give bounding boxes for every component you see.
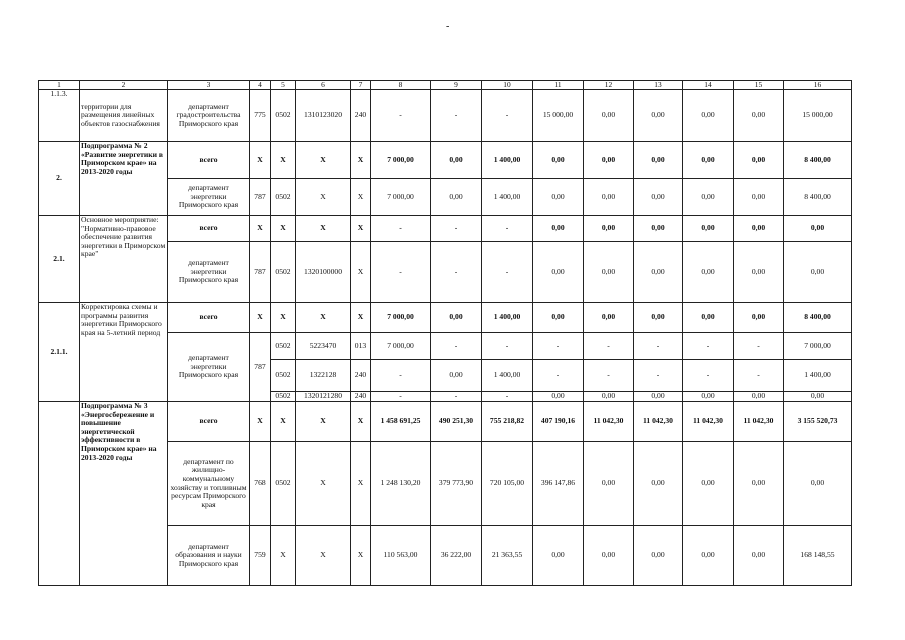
row-name: территории для размещения линейных объектов газоснабжения bbox=[80, 90, 168, 142]
cell: 0,00 bbox=[584, 90, 634, 142]
cell: X bbox=[296, 142, 351, 179]
cell: 0,00 bbox=[683, 216, 734, 242]
cell: 0,00 bbox=[584, 242, 634, 303]
col-header: 12 bbox=[584, 81, 634, 90]
col-header: 6 bbox=[296, 81, 351, 90]
cell: 0,00 bbox=[533, 526, 584, 586]
cell: 0,00 bbox=[734, 179, 784, 216]
cell: 0,00 bbox=[634, 303, 683, 333]
cell: 0,00 bbox=[431, 179, 482, 216]
executor: департамент энергетики Приморского края bbox=[168, 179, 250, 216]
row-number: 2. bbox=[39, 142, 80, 216]
col-header: 5 bbox=[271, 81, 296, 90]
cell: 36 222,00 bbox=[431, 526, 482, 586]
row-number: 2.1.1. bbox=[39, 303, 80, 402]
table-row bbox=[39, 142, 852, 179]
cell: 407 190,16 bbox=[533, 402, 584, 442]
cell: - bbox=[482, 392, 533, 402]
cell: 0,00 bbox=[584, 442, 634, 526]
cell: 0,00 bbox=[683, 179, 734, 216]
col-header: 15 bbox=[734, 81, 784, 90]
col-header: 1 bbox=[39, 81, 80, 90]
cell: 240 bbox=[351, 90, 371, 142]
cell: 0,00 bbox=[734, 303, 784, 333]
cell: X bbox=[351, 142, 371, 179]
cell: 0,00 bbox=[734, 526, 784, 586]
col-header: 9 bbox=[431, 81, 482, 90]
cell: 1 400,00 bbox=[482, 303, 533, 333]
row-number bbox=[39, 402, 80, 586]
cell: 1 248 130,20 bbox=[371, 442, 431, 526]
cell: 787 bbox=[250, 179, 271, 216]
cell: 11 042,30 bbox=[734, 402, 784, 442]
col-header: 7 bbox=[351, 81, 371, 90]
cell: - bbox=[482, 242, 533, 303]
cell: 11 042,30 bbox=[584, 402, 634, 442]
cell: 0,00 bbox=[431, 360, 482, 392]
executor: департамент по жилищно-коммунальному хозяйству и топливным ресурсам Приморского края bbox=[168, 442, 250, 526]
cell: 787 bbox=[250, 333, 271, 402]
cell: - bbox=[431, 392, 482, 402]
cell: - bbox=[683, 333, 734, 360]
cell: - bbox=[482, 333, 533, 360]
cell: - bbox=[482, 90, 533, 142]
cell: - bbox=[482, 216, 533, 242]
col-header: 10 bbox=[482, 81, 533, 90]
cell: 0,00 bbox=[784, 216, 852, 242]
total-label: всего bbox=[168, 142, 250, 179]
cell: X bbox=[296, 216, 351, 242]
cell: 759 bbox=[250, 526, 271, 586]
cell: 1 400,00 bbox=[482, 142, 533, 179]
cell: X bbox=[250, 216, 271, 242]
cell: 1 458 691,25 bbox=[371, 402, 431, 442]
table-row bbox=[39, 402, 852, 442]
col-header: 16 bbox=[784, 81, 852, 90]
col-header: 14 bbox=[683, 81, 734, 90]
cell: - bbox=[634, 333, 683, 360]
cell: X bbox=[250, 402, 271, 442]
cell: - bbox=[533, 333, 584, 360]
cell: 8 400,00 bbox=[784, 303, 852, 333]
cell: 0,00 bbox=[683, 90, 734, 142]
executor: департамент градостроительства Приморского края bbox=[168, 90, 250, 142]
col-header: 11 bbox=[533, 81, 584, 90]
top-mark: - bbox=[446, 21, 450, 32]
total-label: всего bbox=[168, 303, 250, 333]
row-name: Основное мероприятие: "Нормативно-правовое обеспечение развития энергетики в Приморском крае" bbox=[80, 216, 168, 303]
cell: - bbox=[431, 333, 482, 360]
cell: X bbox=[271, 402, 296, 442]
cell: 0,00 bbox=[634, 442, 683, 526]
cell: - bbox=[683, 360, 734, 392]
cell: 775 bbox=[250, 90, 271, 142]
cell: 0,00 bbox=[734, 392, 784, 402]
cell: 0502 bbox=[271, 442, 296, 526]
cell: - bbox=[533, 360, 584, 392]
cell: X bbox=[296, 179, 351, 216]
cell: 768 bbox=[250, 442, 271, 526]
cell: - bbox=[431, 216, 482, 242]
cell: 110 563,00 bbox=[371, 526, 431, 586]
cell: - bbox=[371, 392, 431, 402]
cell: 0502 bbox=[271, 242, 296, 303]
cell: 1310123020 bbox=[296, 90, 351, 142]
cell: - bbox=[371, 360, 431, 392]
cell: X bbox=[351, 242, 371, 303]
cell: 1320121280 bbox=[296, 392, 351, 402]
cell: X bbox=[351, 216, 371, 242]
cell: 396 147,86 bbox=[533, 442, 584, 526]
cell: 0,00 bbox=[634, 526, 683, 586]
row-number: 1.1.3. bbox=[39, 90, 80, 142]
cell: 0,00 bbox=[533, 216, 584, 242]
cell: 0,00 bbox=[683, 392, 734, 402]
cell: 0,00 bbox=[683, 142, 734, 179]
cell: 1320100000 bbox=[296, 242, 351, 303]
cell: 7 000,00 bbox=[371, 142, 431, 179]
cell: - bbox=[584, 333, 634, 360]
cell: - bbox=[371, 90, 431, 142]
cell: 0502 bbox=[271, 392, 296, 402]
cell: - bbox=[371, 216, 431, 242]
executor: департамент образования и науки Приморского края bbox=[168, 526, 250, 586]
cell: X bbox=[351, 442, 371, 526]
col-header: 2 bbox=[80, 81, 168, 90]
cell: 720 105,00 bbox=[482, 442, 533, 526]
col-header: 8 bbox=[371, 81, 431, 90]
cell: 168 148,55 bbox=[784, 526, 852, 586]
cell: 0,00 bbox=[584, 142, 634, 179]
cell: 1 400,00 bbox=[482, 179, 533, 216]
header-row bbox=[39, 81, 852, 90]
cell: 0,00 bbox=[431, 142, 482, 179]
cell: 0,00 bbox=[634, 90, 683, 142]
cell: 0,00 bbox=[683, 526, 734, 586]
cell: 0,00 bbox=[533, 303, 584, 333]
cell: 0,00 bbox=[533, 179, 584, 216]
cell: 0,00 bbox=[683, 242, 734, 303]
cell: 013 bbox=[351, 333, 371, 360]
cell: 0,00 bbox=[533, 142, 584, 179]
cell: 0,00 bbox=[584, 216, 634, 242]
cell: 0,00 bbox=[734, 216, 784, 242]
table-row bbox=[39, 216, 852, 242]
col-header: 3 bbox=[168, 81, 250, 90]
cell: X bbox=[271, 303, 296, 333]
cell: 0,00 bbox=[431, 303, 482, 333]
cell: X bbox=[271, 142, 296, 179]
cell: X bbox=[351, 402, 371, 442]
cell: 15 000,00 bbox=[784, 90, 852, 142]
cell: 0,00 bbox=[584, 392, 634, 402]
cell: - bbox=[431, 90, 482, 142]
row-name: Подпрограмма № 2 «Развитие энергетики в Приморском крае» на 2013-2020 годы bbox=[80, 142, 168, 216]
cell: 1 400,00 bbox=[784, 360, 852, 392]
cell: X bbox=[250, 142, 271, 179]
cell: 0,00 bbox=[584, 303, 634, 333]
executor: департамент энергетики Приморского края bbox=[168, 333, 250, 402]
cell: 0,00 bbox=[734, 242, 784, 303]
cell: 0,00 bbox=[784, 242, 852, 303]
total-label: всего bbox=[168, 402, 250, 442]
cell: 0,00 bbox=[734, 442, 784, 526]
budget-table bbox=[38, 80, 852, 586]
cell: 0,00 bbox=[683, 442, 734, 526]
cell: 1322128 bbox=[296, 360, 351, 392]
cell: 0502 bbox=[271, 179, 296, 216]
cell: 755 218,82 bbox=[482, 402, 533, 442]
cell: X bbox=[296, 526, 351, 586]
cell: 7 000,00 bbox=[371, 333, 431, 360]
cell: 0502 bbox=[271, 360, 296, 392]
cell: 0,00 bbox=[784, 392, 852, 402]
cell: 5223470 bbox=[296, 333, 351, 360]
cell: 8 400,00 bbox=[784, 179, 852, 216]
cell: 379 773,90 bbox=[431, 442, 482, 526]
cell: 0,00 bbox=[784, 442, 852, 526]
cell: 0,00 bbox=[634, 242, 683, 303]
row-number: 2.1. bbox=[39, 216, 80, 303]
cell: 0,00 bbox=[734, 142, 784, 179]
table-row bbox=[39, 303, 852, 333]
total-label: всего bbox=[168, 216, 250, 242]
cell: X bbox=[296, 442, 351, 526]
cell: 11 042,30 bbox=[634, 402, 683, 442]
cell: 240 bbox=[351, 360, 371, 392]
cell: 7 000,00 bbox=[784, 333, 852, 360]
cell: 3 155 520,73 bbox=[784, 402, 852, 442]
col-header: 4 bbox=[250, 81, 271, 90]
cell: 1 400,00 bbox=[482, 360, 533, 392]
cell: 240 bbox=[351, 392, 371, 402]
cell: 0502 bbox=[271, 333, 296, 360]
cell: 0502 bbox=[271, 90, 296, 142]
cell: X bbox=[351, 179, 371, 216]
cell: 8 400,00 bbox=[784, 142, 852, 179]
cell: 21 363,55 bbox=[482, 526, 533, 586]
cell: 0,00 bbox=[634, 179, 683, 216]
executor: департамент энергетики Приморского края bbox=[168, 242, 250, 303]
cell: 0,00 bbox=[683, 303, 734, 333]
cell: 7 000,00 bbox=[371, 179, 431, 216]
cell: X bbox=[250, 303, 271, 333]
cell: X bbox=[296, 402, 351, 442]
cell: 15 000,00 bbox=[533, 90, 584, 142]
cell: - bbox=[584, 360, 634, 392]
cell: - bbox=[371, 242, 431, 303]
cell: 0,00 bbox=[584, 526, 634, 586]
cell: 7 000,00 bbox=[371, 303, 431, 333]
row-name: Корректировка схемы и программы развития энергетики Приморского края на 5-летний период bbox=[80, 303, 168, 402]
cell: 0,00 bbox=[584, 179, 634, 216]
cell: 0,00 bbox=[734, 90, 784, 142]
cell: X bbox=[351, 526, 371, 586]
cell: - bbox=[431, 242, 482, 303]
cell: 0,00 bbox=[634, 392, 683, 402]
cell: 11 042,30 bbox=[683, 402, 734, 442]
cell: 0,00 bbox=[533, 242, 584, 303]
cell: X bbox=[271, 526, 296, 586]
cell: 490 251,30 bbox=[431, 402, 482, 442]
cell: - bbox=[634, 360, 683, 392]
col-header: 13 bbox=[634, 81, 683, 90]
cell: X bbox=[296, 303, 351, 333]
cell: 0,00 bbox=[634, 142, 683, 179]
cell: X bbox=[271, 216, 296, 242]
table-row bbox=[39, 90, 852, 142]
row-name: Подпрограмма № 3 «Энергосбережение и повышение энергетической эффективности в Приморском крае» на 2013-2020 годы bbox=[80, 402, 168, 586]
cell: 0,00 bbox=[634, 216, 683, 242]
cell: 0,00 bbox=[533, 392, 584, 402]
cell: - bbox=[734, 360, 784, 392]
cell: X bbox=[351, 303, 371, 333]
cell: 787 bbox=[250, 242, 271, 303]
cell: - bbox=[734, 333, 784, 360]
